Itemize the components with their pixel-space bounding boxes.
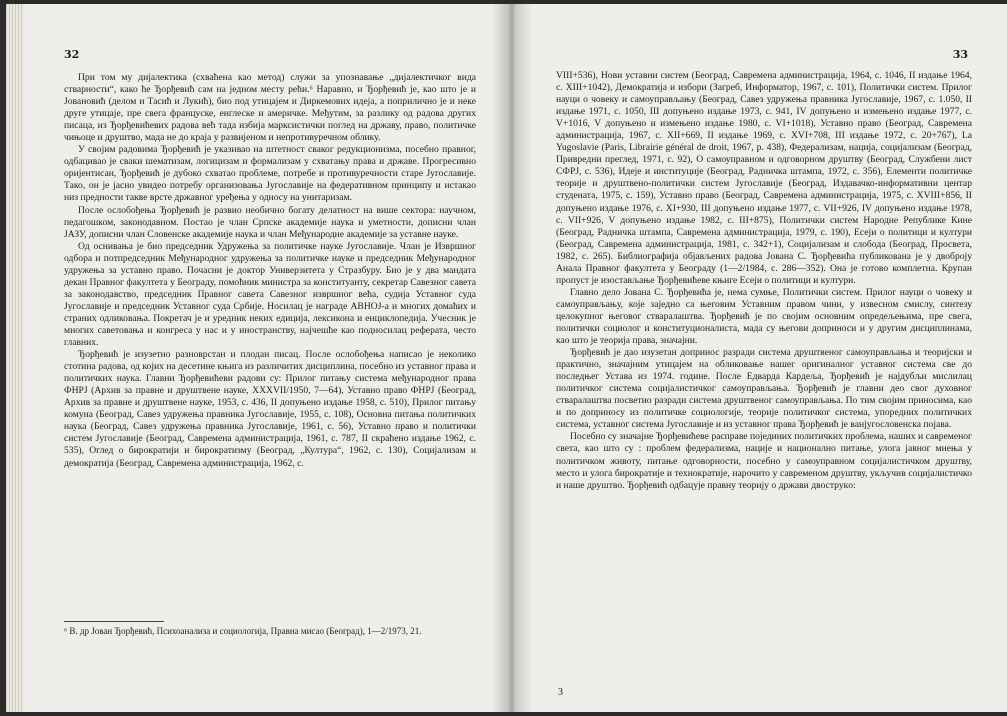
footnote: ⁶ В. др Јован Ђорђевић, Психоанализа и социологија, Правна мисао (Београд), 1—2/1973, 21. [64,626,422,636]
right-page [528,4,998,712]
paragraph: После ослобођења Ђорђевић је развио необично богату делатност на више сектора: научном, педагошком, законодавном. Постао је члан Српске академије наука и уметности, дописни члан ЈАЗУ, дописни члан Словенске академије наука и члан Међународне академије за уставне науке. [64,204,476,240]
paragraph: Ђорђевић је дао изузетан допринос разради система друштвеног самоуправљања и теоријски и практично, значајним утицајем на обликовање нашег оригиналног уставног система све до последњег Устава из 1974. године. После Едварда Кардеља, Ђорђевић је најдубљи мислилац политичког система социјалистичког самоуправљања. Ђорђевић је главни део свог духовног стваралаштва посветио разради система друштвеног самоуправљања. По тим својим приносима, као и по доприносу из политичке социологије, теорије политичког система, упоредних политичких система, уставног система Југославије и из уставног права Ђорђевић је ванјугословенска појава. [556,347,972,431]
paragraph: Главно дело Јована С. Ђорђевића је, нема сумње, Политички систем. Прилог науци о човеку и самоуправљању, које заједно са његовим Уставним правом чини, у извесном смислу, синтезу целокупног његовог стваралаштва. Ђорђевић је по својим основним опредељењима, пре свега, политички социолог и конституционалиста, мада су његови доприноси и у другим дисциплинама, као што је теорија права, значајни. [556,286,972,347]
page-number: 32 [64,48,80,61]
left-page-body [64,72,476,470]
left-page [36,4,506,712]
book-gutter [492,4,532,712]
paragraph: Од оснивања је био председник Удружења за политичке науке Југославије. Члан је Извршног одбора и потпредседник Међународног удружења за политичке науке и председник Међународног удружења за уставно право. Почасни је доктор Универзитета у Стразбуру. Био је у два мандата декан Правног факултета у Београду, помоћник министра за конституанту, секретар Савезног савета за законодавство, председник Правног савета Савезног извршног већа, судија Уставног суда Југославије и председник Уставног суда Србије. Носилац је награде АВНОЈ-а и многих домаћих и страних одликовања. Покретач је и уредник неких едиција, лексикона и енциклопедија. Учесник је многих саветовања и конгреса у нас и у иностранству, најчешће као подносилац реферата, често главних. [64,240,476,349]
right-page-body [556,70,972,492]
page-number: 33 [952,48,968,61]
printer-signature: 3 [558,687,563,698]
paragraph: У својим радовима Ђорђевић је указивао на штетност сваког редукционизма, посебно правног, одбацивао је сваки шематизам, логицизам и формализам у схватању права и државе. Прогресивно оријентисан, Ђорђевић је дубоко схватао проблеме, потребе и противуречности старе Југославије. Тако, он је јасно увидео потребу организовања Југославије на федеративном принципу и истакао низ предности такве врсте државног уређења у односу на унитаризам. [64,144,476,204]
paragraph: VIII+536), Нови уставни систем (Београд, Савремена администрација, 1964, с. 1046, II издање 1964, с. XIII+1042), Демократија и избори (Загреб, Информатор, 1967, с. 101), Политички систем. Прилог науци о човеку и самоуправљању (Београд, Савез удружења правника Југославије, 1967, с. 1.050, II издање 1971, с. 1050, III допуњено издање 1973, с. 941, IV допуњено и измењено издање 1977, с. V+1016, V допуњено и измењено издање 1980, с. VI+1018), Уставно право (Београд, Савремена администрација, 1967, с. XII+669, II издање 1969, с. XVI+708, III издање 1972, с. 20+767), La Yugoslavie (Paris, Librairie général de droit, 1967, р. 438), Федерализам, нација, социјализам (Београд, Привредни преглед, 1971, с. 92), О самоуправном и одговорном друштву (Београд, Службени лист СФРЈ, с. 536), Идеје и институције (Београд, Радничка штампа, 1972, с. 356), Елементи политичке теорије и друштвено-политички систем Југославије (Београд, Издавачко-информативни центар студената, 1975, с. 159), Уставно право (Београд, Савремена администрација, 1975, с. XVIII+856, II допуњено издање 1976, с. XI+930, III допуњено издање 1977, с. VII+926, IV допуњено издање 1978, с. VII+926, V допуњено издање 1982, с. III+875), Политички систем Народне Републике Кине (Београд, Радничка штампа, Савремена администрација, 1979, с. 190), Есеји о политици и култури (Београд, Савремена администрација, 1981, с. 342+1), Социјализам и слобода (Београд, Просвета, 1982, с. 265). Библиографија објављених радова Јована С. Ђорђевића публикована је у двоброју Анала Правног факултета у Београду (1—2/1984, с. 286—352). Она је готово комплетна. Крупан пропуст је изостављање Ђорђевићеве књиге Есеји о политици и култури. [556,70,972,286]
footnote-rule [64,621,164,622]
book-spread [6,4,1007,712]
paragraph: Ђорђевић је изузетно разноврстан и плодан писац. После ослобођења написао је неколико стотина радова, од којих на десетине књига из различитих дисциплина, посебно из уставног права и политичких наука. Главни Ђорђевићеви радови су: Прилог питању система међународног права ФНРЈ (Архив за правне и друштвене науке, XXXVII/1950, 7—64), Уставно право ФНРЈ (Београд, Архив за правне и друштвене науке, 1953, с. 436, II допуњено издање 1958, с. 510), Прилог питању комуна (Београд, Савез удружења правника Југославије, 1955, с. 108), Основна питања политичких наука (Београд, Савез удружења правника Југославије, 1961, с. 56), Уставно право и политички систем Југославије (Београд, Савремена администрација, 1961, с. 787, II скраћено издање 1962, с. 535), Оглед о бирократији и бирократизму (Београд, „Култура“, 1962, с. 130), Социјализам и демократија (Београд, Савремена администрација, 1962, с. [64,349,476,469]
paragraph: Посебно су значајне Ђорђевићеве расправе појединих политичких проблема, наших и савременог света, као што су : проблем федерализма, нације и национално питање, улога јавног мнења у политичком животу, питање одговорности, посебно у самоуправном социјалистичком друштву, место и улога бирократије и технократије, нарочито у савременом друштву, укључив социјалистичко и наше друштво. Ђорђевић одбацује правну теорију о држави двострукo: [556,431,972,491]
paragraph: При том му дијалектика (схваћена као метод) служи за упознавање „дијалектичког вида стварности“, како ће Ђорђевић сам на једном месту рећи.⁶ Наравно, и Ђорђевић је, као што је и Јовановић (делом и Тасић и Лукић), био под утицајем и Диркемових идеја, а поприлично је и неке друге утицаје, пре свега француске, енглеске и америчке. Међутим, за разлику од радова других писаца, из Ђорђевићевих радова већ тада избија марксистички поглед на државу, право, политичке чињоце и друштво, мада не до краја у развијеном и непротивуречном облику. [64,72,476,144]
page-stack-edge [6,4,24,712]
